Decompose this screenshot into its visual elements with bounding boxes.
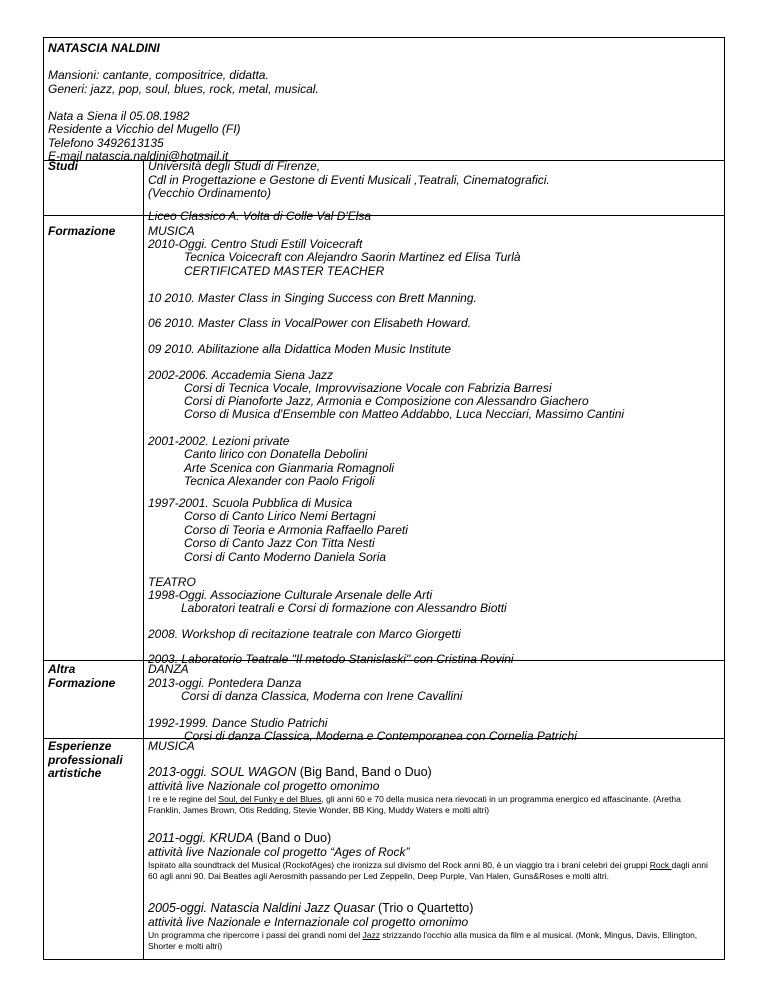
generi: Generi: jazz, pop, soul, blues, rock, metal, musical.: [48, 82, 319, 96]
formazione-entry: 2008. Workshop di recitazione teatrale con Marco Giorgetti: [148, 627, 461, 641]
formazione-detail: Laboratori teatrali e Corsi di formazione con Alessandro Biotti: [181, 601, 507, 615]
formazione-detail: Corsi di Canto Moderno Daniela Soria: [184, 550, 387, 564]
musica-heading: MUSICA: [148, 224, 195, 238]
formazione-detail: Corso di Musica d'Ensemble con Matteo Addabbo, Luca Necciari, Massimo Cantini: [184, 407, 625, 421]
experience-subtitle: attività live Nazionale col progetto “Ages of Rock”: [148, 845, 410, 859]
formazione-entry: 09 2010. Abilitazione alla Didattica Moden Music Institute: [148, 342, 452, 356]
altra-entry: 2013-oggi. Pontedera Danza: [148, 676, 302, 690]
formazione-detail: Corso di Canto Jazz Con Titta Nesti: [184, 536, 375, 550]
section-label-studi: Studi: [48, 159, 78, 173]
formazione-entry: 2002-2006. Accademia Siena Jazz: [148, 368, 334, 382]
altra-entry: 1992-1999. Dance Studio Patrichi: [148, 716, 328, 730]
section-label-altra: Formazione: [48, 676, 116, 690]
studi-line: Cdl in Progettazione e Gestone di Eventi Musicali ,Teatrali, Cinematografici.: [148, 173, 550, 187]
formazione-entry: 2003. Laboratorio Teatrale "Il metodo Stanislaski" con Cristina Rovini: [148, 652, 514, 666]
formazione-entry: 1998-Oggi. Associazione Culturale Arsenale delle Arti: [148, 588, 433, 602]
phone: Telefono 3492613135: [48, 136, 164, 150]
studi-line: Università degli Studi di Firenze,: [148, 159, 321, 173]
formazione-entry: 1997-2001. Scuola Pubblica di Musica: [148, 496, 353, 510]
studi-line: (Vecchio Ordinamento): [148, 186, 271, 200]
altra-detail: Corsi di danza Classica, Moderna con Irene Cavallini: [181, 689, 463, 703]
altra-detail: Corsi di danza Classica, Moderna e Contemporanea con Cornelia Patrichi: [184, 729, 577, 743]
formazione-entry: 10 2010. Master Class in Singing Success con Brett Manning.: [148, 291, 477, 305]
experience-subtitle: attività live Nazionale col progetto omonimo: [148, 779, 380, 793]
formazione-detail: Corso di Teoria e Armonia Raffaello Pareti: [184, 523, 408, 537]
cv-name: NATASCIA NALDINI: [48, 41, 160, 55]
experience-title: 2005-oggi. Natascia Naldini Jazz Quasar (Trio o Quartetto): [148, 901, 474, 915]
email: E-mail natascia.naldini@hotmail.it: [48, 149, 229, 163]
formazione-detail: Corso di Canto Lirico Nemi Bertagni: [184, 509, 376, 523]
formazione-detail: CERTIFICATED MASTER TEACHER: [184, 264, 385, 278]
formazione-detail: Corsi di Pianoforte Jazz, Armonia e Composizione con Alessandro Giachero: [184, 394, 589, 408]
section-label-formazione: Formazione: [48, 224, 116, 238]
formazione-entry: 06 2010. Master Class in VocalPower con Elisabeth Howard.: [148, 316, 472, 330]
formazione-detail: Corsi di Tecnica Vocale, Improvvisazione Vocale con Fabrizia Barresi: [184, 381, 552, 395]
formazione-detail: Canto lirico con Donatella Debolini: [184, 447, 368, 461]
experience-description: Ispirato alla soundtrack del Musical (RockofAges) che ironizza sul divismo del Rock anni 80, è un viaggio tra i brani celebri dei gruppi Rock dagli anni 60 agli anni 90. Dai Beatles agli Aerosmith passando per Led Zeppelin, Deep Purple, Van Halen, Guns&Roses e molti altri.: [148, 860, 708, 881]
mansioni: Mansioni: cantante, compositrice, didatta.: [48, 68, 269, 82]
section-label-esperienze: Esperienze: [48, 739, 112, 753]
experience-title: 2013-oggi. SOUL WAGON (Big Band, Band o Duo): [148, 765, 432, 779]
danza-heading: DANZA: [148, 662, 189, 676]
residence: Residente a Vicchio del Mugello (FI): [48, 122, 241, 136]
column-divider: [143, 160, 144, 959]
formazione-entry: 2010-Oggi. Centro Studi Estill Voicecraft: [148, 237, 363, 251]
cv-table: [43, 37, 725, 960]
teatro-heading: TEATRO: [148, 575, 196, 589]
formazione-detail: Arte Scenica con Gianmaria Romagnoli: [184, 461, 395, 475]
formazione-detail: Tecnica Alexander con Paolo Frigoli: [184, 474, 375, 488]
section-label-esperienze: artistiche: [48, 766, 102, 780]
formazione-detail: Tecnica Voicecraft con Alejandro Saorin Martinez ed Elisa Turlà: [184, 250, 521, 264]
row-divider-formazione: [44, 215, 724, 216]
experience-subtitle: attività live Nazionale e Internazionale col progetto omonimo: [148, 915, 469, 929]
experience-title: 2011-oggi. KRUDA (Band o Duo): [148, 831, 332, 845]
birth-info: Nata a Siena il 05.08.1982: [48, 109, 190, 123]
musica-heading: MUSICA: [148, 739, 195, 753]
formazione-entry: 2001-2002. Lezioni private: [148, 434, 290, 448]
section-label-altra: Altra: [48, 662, 76, 676]
experience-description: Un programma che ripercorre i passi dei grandi nomi del Jazz strizzando l'occhio alla musica da film e al musical. (Monk, Mingus, Davis, Ellington, Shorter e molti altri): [148, 930, 698, 951]
section-label-esperienze: professionali: [48, 753, 123, 767]
experience-description: I re e le regine del Soul, del Funky e del Blues, gli anni 60 e 70 della musica nera rievocati in un programma energico ed affascinante. (Aretha Franklin, James Brown, Otis Redding, Stevie Wonder, BB King, Muddy Waters e molti altri): [148, 794, 681, 815]
studi-line: Liceo Classico A. Volta di Colle Val D'Elsa: [148, 209, 372, 223]
